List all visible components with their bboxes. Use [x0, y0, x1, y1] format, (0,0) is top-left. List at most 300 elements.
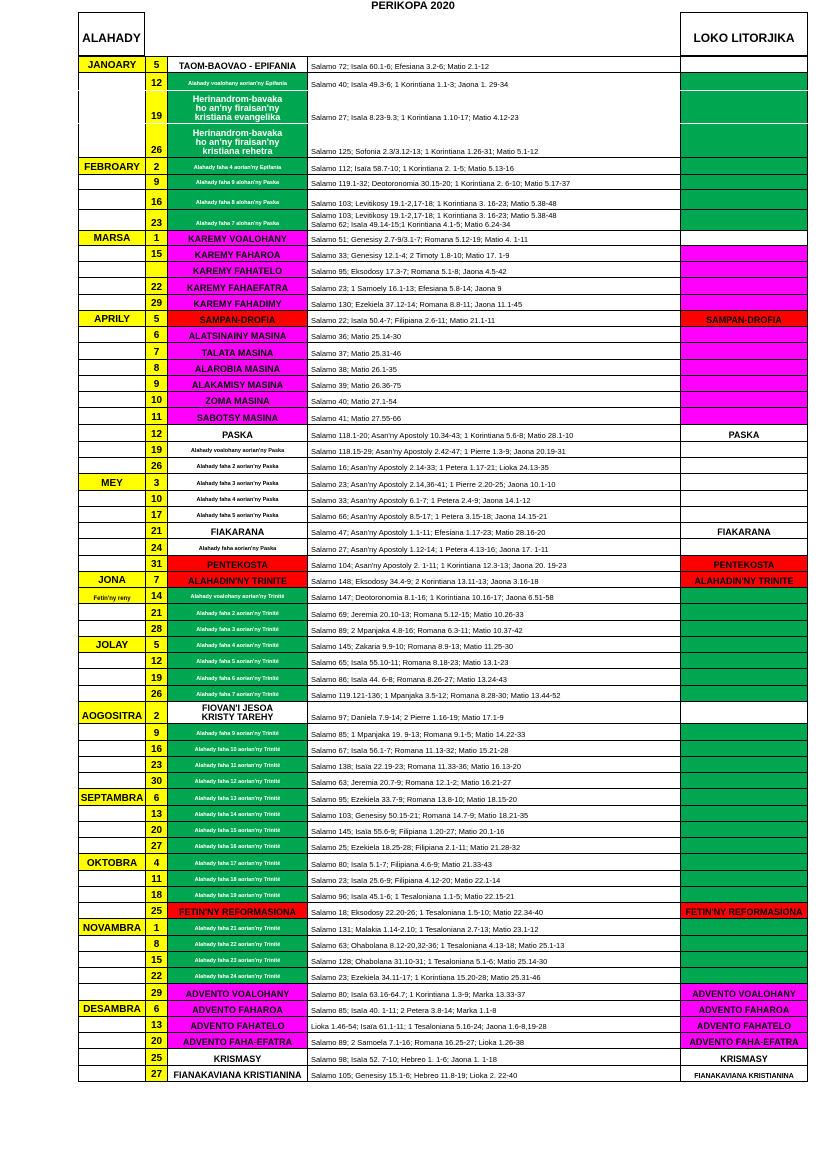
- month-cell: [78, 458, 145, 473]
- liturgical-color-cell: [680, 702, 808, 723]
- readings-cell: Salamo 98; Isaïa 52. 7-10; Hebreo 1. 1-6; Jaona 1. 1-18: [307, 1049, 680, 1064]
- day-cell: 11: [145, 408, 167, 423]
- sunday-name-cell: FETIN'NY REFORMASIONA: [167, 903, 307, 918]
- month-cell: [78, 507, 145, 522]
- day-cell: 20: [145, 822, 167, 837]
- month-cell: MEY: [78, 474, 145, 489]
- month-cell: JANOARY: [78, 57, 145, 72]
- sunday-name-cell: Alahady faha 16 aorian'ny Trinité: [167, 838, 307, 853]
- day-cell: 30: [145, 773, 167, 788]
- sunday-name-cell: Herinandrom-bavaka ho an'ny firaisan'ny kristiana rehetra: [167, 124, 307, 157]
- liturgical-color-cell: [680, 968, 808, 983]
- readings-cell: Salamo 38; Matio 26.1-35: [307, 360, 680, 375]
- table-row: [78, 230, 808, 245]
- month-cell: [78, 491, 145, 506]
- readings-cell: Salamo 33; Genesisy 12.1-4; 2 Timoty 1.8-10; Matio 17. 1-9: [307, 246, 680, 261]
- table-row: [78, 951, 808, 967]
- day-cell: 14: [145, 588, 167, 603]
- sunday-name-cell: Alahady faha 3 aorian'ny Paska: [167, 474, 307, 489]
- readings-cell: Salamo 37; Matio 25.31-46: [307, 343, 680, 358]
- month-cell: [78, 73, 145, 89]
- liturgical-color-cell: [680, 376, 808, 391]
- month-cell: OKTOBRA: [78, 854, 145, 869]
- liturgical-color-cell: [680, 936, 808, 951]
- month-cell: [78, 773, 145, 788]
- perikopa-table: [78, 56, 808, 1081]
- sunday-name-cell: Alahady faha 8 alohan'ny Paska: [167, 190, 307, 209]
- month-cell: AOGOSITRA: [78, 702, 145, 723]
- liturgical-color-cell: [680, 757, 808, 772]
- sunday-name-cell: ALATSINAINY MASINA: [167, 327, 307, 342]
- readings-cell: Salamo 105; Genesisy 15.1-6; Hebreo 11.8-19; Lioka 2. 22-40: [307, 1066, 680, 1081]
- month-cell: [78, 984, 145, 999]
- page-title: PERIKOPA 2020: [371, 0, 455, 12]
- liturgical-color-cell: [680, 588, 808, 603]
- sunday-name-cell: ALAKAMISY MASINA: [167, 376, 307, 391]
- sunday-name-cell: Alahady faha 10 aorian'ny Trinité: [167, 741, 307, 756]
- day-cell: 12: [145, 425, 167, 441]
- readings-cell: Salamo 119.1-32; Deotoronomia 30.15-20; 1 Korintiana 2. 6-10; Matio 5.17-37: [307, 175, 680, 189]
- day-cell: 25: [145, 903, 167, 918]
- day-cell: 22: [145, 968, 167, 983]
- readings-cell: Salamo 130; Ezekiela 37.12-14; Romana 8.8-11; Jaona 11.1-45: [307, 295, 680, 310]
- readings-cell: Salamo 103; Levitikosy 19.1-2,17-18; 1 Korintiana 3. 16-23; Matio 5.38-48 Salamo 62; Isaïa 49.14-15;1 Korintiana 4.1-5; Matio 6.24-34: [307, 210, 680, 229]
- liturgical-color-cell: [680, 124, 808, 157]
- liturgical-color-cell: [680, 806, 808, 821]
- liturgical-color-cell: [680, 854, 808, 869]
- day-cell: 1: [145, 919, 167, 934]
- month-cell: [78, 425, 145, 441]
- day-cell: 26: [145, 124, 167, 157]
- readings-cell: Salamo 118.15-29; Asan'ny Apostoly 2.42-47; 1 Pierre 1.3-9; Jaona 20.19-31: [307, 442, 680, 457]
- readings-cell: Salamo 22; Isaïa 50.4-7; Filipiana 2.6-11; Matio 21.1-11: [307, 311, 680, 326]
- sunday-name-cell: Alahady faha 18 aorian'ny Trinité: [167, 871, 307, 886]
- month-cell: [78, 686, 145, 701]
- readings-cell: Salamo 138; Isaïa 22.19-23; Romana 11.33-36; Matio 16.13-20: [307, 757, 680, 772]
- table-row: [78, 1048, 808, 1064]
- liturgical-color-cell: [680, 838, 808, 853]
- table-row: [78, 441, 808, 457]
- sunday-name-cell: SABOTSY MASINA: [167, 408, 307, 423]
- readings-cell: Salamo 47; Asan'ny Apostoly 1.1-11; Efesiana 1.17-23; Matio 28.16-20: [307, 523, 680, 538]
- sunday-name-cell: FIAKARANA: [167, 523, 307, 538]
- month-cell: [78, 376, 145, 391]
- readings-cell: Salamo 33; Asan'ny Apostoly 6.1-7; 1 Petera 2.4-9; Jaona 14.1-12: [307, 491, 680, 506]
- sunday-name-cell: TAOM-BAOVAO - EPIFANIA: [167, 57, 307, 72]
- liturgical-color-cell: [680, 724, 808, 739]
- liturgical-color-cell: FIAKARANA: [680, 523, 808, 538]
- sunday-name-cell: FIOVAN'I JESOA KRISTY TAREHY: [167, 702, 307, 723]
- liturgical-color-cell: [680, 231, 808, 245]
- readings-cell: Salamo 131; Malakia 1.14-2.10; 1 Tesaloniana 2.7-13; Matio 23.1-12: [307, 919, 680, 934]
- readings-cell: Salamo 103; Levitikosy 19.1-2,17-18; 1 Korintiana 3. 16-23; Matio 5.38-48: [307, 190, 680, 209]
- month-cell: JONA: [78, 572, 145, 587]
- sunday-name-cell: Alahady faha 2 aorian'ny Trinité: [167, 604, 307, 619]
- table-row: [78, 326, 808, 342]
- readings-cell: Salamo 145; Isaïa 55.6-9; Filipiana 1.20-27; Matio 20.1-16: [307, 822, 680, 837]
- day-cell: 29: [145, 295, 167, 310]
- liturgical-color-cell: PENTEKOSTA: [680, 556, 808, 571]
- table-row: [78, 391, 808, 407]
- day-cell: 7: [145, 572, 167, 587]
- readings-cell: Salamo 40; Isaïa 49.3-6; 1 Korintiana 1.1-3; Jaona 1. 29-34: [307, 73, 680, 89]
- readings-cell: Salamo 23; Isaïa 25.6-9; Filipiana 4.12-20; Matio 22.1-14: [307, 871, 680, 886]
- liturgical-color-cell: [680, 539, 808, 554]
- table-row: [78, 620, 808, 636]
- day-cell: 8: [145, 936, 167, 951]
- liturgical-color-cell: [680, 653, 808, 668]
- liturgical-color-cell: [680, 491, 808, 506]
- readings-cell: Salamo 97; Daniela 7.9-14; 2 Pierre 1.16-19; Matio 17.1-9: [307, 702, 680, 723]
- sunday-name-cell: ADVENTO VOALOHANY: [167, 984, 307, 999]
- table-row: [78, 1065, 808, 1081]
- table-row: [78, 174, 808, 189]
- day-cell: 6: [145, 789, 167, 804]
- day-cell: 2: [145, 158, 167, 174]
- sunday-name-cell: TALATA MASINA: [167, 343, 307, 358]
- month-cell: JOLAY: [78, 637, 145, 652]
- month-cell: [78, 295, 145, 310]
- day-cell: 24: [145, 539, 167, 554]
- month-cell: FEBROARY: [78, 158, 145, 174]
- table-row: [78, 668, 808, 684]
- readings-cell: Salamo 39; Matio 26.36-75: [307, 376, 680, 391]
- readings-cell: Salamo 23; 1 Samoely 16.1-13; Efesiana 5.8-14; Jaona 9: [307, 278, 680, 293]
- readings-cell: Salamo 80; Isaïa 5.1-7; Filipiana 4.6-9; Matio 21.33-43: [307, 854, 680, 869]
- sunday-name-cell: Alahady faha 9 aorian'ny Trinité: [167, 724, 307, 739]
- liturgical-color-cell: [680, 919, 808, 934]
- day-cell: 6: [145, 1001, 167, 1016]
- table-row: [78, 375, 808, 391]
- day-cell: 12: [145, 73, 167, 89]
- liturgical-color-cell: [680, 621, 808, 636]
- day-cell: 10: [145, 392, 167, 407]
- table-row: [78, 56, 808, 72]
- day-cell: 12: [145, 653, 167, 668]
- month-cell: [78, 822, 145, 837]
- month-cell: MARSA: [78, 231, 145, 245]
- liturgical-color-cell: [680, 637, 808, 652]
- sunday-name-cell: KAREMY FAHADIMY: [167, 295, 307, 310]
- table-row: [78, 652, 808, 668]
- liturgical-color-cell: [680, 73, 808, 89]
- day-cell: 11: [145, 871, 167, 886]
- month-cell: [78, 210, 145, 229]
- month-cell: [78, 246, 145, 261]
- month-cell: [78, 653, 145, 668]
- sunday-name-cell: Alahady faha 22 aorian'ny Trinité: [167, 936, 307, 951]
- month-cell: APRILY: [78, 311, 145, 326]
- table-row: [78, 983, 808, 999]
- liturgical-color-cell: [680, 360, 808, 375]
- month-cell: NOVAMBRA: [78, 919, 145, 934]
- table-row: [78, 740, 808, 756]
- day-cell: 13: [145, 1017, 167, 1032]
- sunday-name-cell: Alahady faha 13 aorian'ny Trinité: [167, 789, 307, 804]
- readings-cell: Salamo 86; Isaïa 44. 6-8; Romana 8.26-27; Matio 13.24-43: [307, 669, 680, 684]
- sunday-name-cell: KAREMY FAHAEFATRA: [167, 278, 307, 293]
- liturgical-color-cell: [680, 246, 808, 261]
- month-cell: [78, 408, 145, 423]
- table-row: [78, 473, 808, 489]
- table-row: [78, 571, 808, 587]
- day-cell: 17: [145, 507, 167, 522]
- day-cell: 21: [145, 604, 167, 619]
- sunday-name-cell: Alahady faha 3 aorian'ny Trinité: [167, 621, 307, 636]
- readings-cell: Salamo 18; Eksodosy 22.20-26; 1 Tesaloniana 1.5-10; Matio 22.34-40: [307, 903, 680, 918]
- table-row: [78, 424, 808, 441]
- table-row: [78, 853, 808, 869]
- readings-cell: Salamo 85; Isaïa 40. 1-11; 2 Petera 3.8-14; Marka 1.1-8: [307, 1001, 680, 1016]
- sunday-name-cell: KAREMY FAHAROA: [167, 246, 307, 261]
- table-row: [78, 157, 808, 174]
- sunday-name-cell: Alahady faha 7 aorian'ny Trinité: [167, 686, 307, 701]
- month-cell: [78, 968, 145, 983]
- liturgical-color-cell: [680, 871, 808, 886]
- readings-cell: Salamo 95; Eksodosy 17.3-7; Romana 5.1-8; Jaona 4.5-42: [307, 262, 680, 277]
- month-cell: [78, 741, 145, 756]
- sunday-name-cell: Alahady faha 4 aorian'ny Paska: [167, 491, 307, 506]
- day-cell: 19: [145, 669, 167, 684]
- day-cell: 5: [145, 57, 167, 72]
- liturgical-color-cell: [680, 887, 808, 902]
- table-row: [78, 1032, 808, 1048]
- month-cell: [78, 1049, 145, 1064]
- sunday-name-cell: ADVENTO FAHA-EFATRA: [167, 1033, 307, 1048]
- sunday-name-cell: Alahady faha 5 aorian'ny Paska: [167, 507, 307, 522]
- liturgical-color-cell: ALAHADIN'NY TRINITE: [680, 572, 808, 587]
- table-row: [78, 587, 808, 603]
- sunday-name-cell: ADVENTO FAHATELO: [167, 1017, 307, 1032]
- readings-cell: Salamo 63; Jeremia 20.7-9; Romana 12.1-2; Matio 16.21-27: [307, 773, 680, 788]
- month-cell: [78, 278, 145, 293]
- readings-cell: Salamo 69; Jeremia 20.10-13; Romana 5.12-15; Matio 10.26-33: [307, 604, 680, 619]
- day-cell: [145, 262, 167, 277]
- month-cell: [78, 871, 145, 886]
- liturgical-color-cell: FETIN'NY REFORMASIONA: [680, 903, 808, 918]
- sunday-name-cell: Alahady voalohany aorian'ny Trinité: [167, 588, 307, 603]
- month-cell: [78, 556, 145, 571]
- liturgical-color-cell: [680, 773, 808, 788]
- table-row: [78, 189, 808, 209]
- readings-cell: Salamo 147; Deotoronomia 8.1-16; 1 Korintiana 10.16-17; Jaona 6.51-58: [307, 588, 680, 603]
- readings-cell: Salamo 145; Zakaria 9.9-10; Romana 8.9-13; Matio 11.25-30: [307, 637, 680, 652]
- liturgical-color-cell: [680, 669, 808, 684]
- liturgical-color-cell: [680, 343, 808, 358]
- readings-cell: Salamo 23; Asan'ny Apostoly 2.14,36-41; 1 Pierre 2.20-25; Jaona 10.1-10: [307, 474, 680, 489]
- liturgical-color-cell: [680, 262, 808, 277]
- day-cell: 6: [145, 327, 167, 342]
- table-bottom-border: [78, 1081, 808, 1082]
- readings-cell: Salamo 89; 2 Samoela 7.1-16; Romana 16.25-27; Lioka 1.26-38: [307, 1033, 680, 1048]
- sunday-name-cell: Alahady faha 7 alohan'ny Paska: [167, 210, 307, 229]
- month-cell: [78, 175, 145, 189]
- month-cell: [78, 190, 145, 209]
- liturgical-color-cell: [680, 327, 808, 342]
- sunday-name-cell: Alahady faha 14 aorian'ny Trinité: [167, 806, 307, 821]
- table-row: [78, 837, 808, 853]
- table-row: [78, 407, 808, 423]
- table-row: [78, 490, 808, 506]
- sunday-name-cell: Alahady faha 19 aorian'ny Trinité: [167, 887, 307, 902]
- liturgical-color-cell: [680, 295, 808, 310]
- table-row: [78, 555, 808, 571]
- month-cell: [78, 1033, 145, 1048]
- sunday-name-cell: Alahady voalohany aorian'ny Paska: [167, 442, 307, 457]
- sunday-name-cell: KAREMY VOALOHANY: [167, 231, 307, 245]
- liturgical-color-cell: [680, 686, 808, 701]
- month-cell: [78, 1066, 145, 1081]
- month-cell: [78, 669, 145, 684]
- month-cell: [78, 442, 145, 457]
- sunday-name-cell: ALAHADIN'NY TRINITE: [167, 572, 307, 587]
- table-row: [78, 935, 808, 951]
- month-cell: [78, 124, 145, 157]
- header-alahady: ALAHADY: [78, 12, 145, 56]
- sunday-name-cell: ALAROBIA MASINA: [167, 360, 307, 375]
- table-row: [78, 701, 808, 723]
- day-cell: 31: [145, 556, 167, 571]
- day-cell: 20: [145, 1033, 167, 1048]
- table-row: [78, 359, 808, 375]
- liturgical-color-cell: [680, 91, 808, 124]
- liturgical-color-cell: [680, 278, 808, 293]
- table-row: [78, 805, 808, 821]
- sunday-name-cell: Alahady faha 23 aorian'ny Trinité: [167, 952, 307, 967]
- liturgical-color-cell: PASKA: [680, 425, 808, 441]
- readings-cell: Salamo 67; Isaïa 56.1-7; Romana 11.13-32; Matio 15.21-28: [307, 741, 680, 756]
- day-cell: 19: [145, 442, 167, 457]
- sunday-name-cell: ZOMA MASINA: [167, 392, 307, 407]
- readings-cell: Salamo 112; Isaïa 58.7-10; 1 Korintiana 2. 1-5; Matio 5.13-16: [307, 158, 680, 174]
- readings-cell: Salamo 63; Ohabolana 8.12-20,32-36; 1 Tesaloniana 4.13-18; Matio 25.1-13: [307, 936, 680, 951]
- liturgical-color-cell: [680, 392, 808, 407]
- day-cell: 23: [145, 757, 167, 772]
- table-row: [78, 342, 808, 358]
- table-row: [78, 261, 808, 277]
- month-cell: [78, 1017, 145, 1032]
- liturgical-color-cell: [680, 604, 808, 619]
- month-cell: [78, 903, 145, 918]
- month-cell: [78, 887, 145, 902]
- readings-cell: Salamo 51; Genesisy 2.7-9/3.1-7; Romana 5.12-19; Matio 4. 1-11: [307, 231, 680, 245]
- table-row: [78, 72, 808, 89]
- liturgical-color-cell: [680, 57, 808, 72]
- day-cell: 1: [145, 231, 167, 245]
- liturgical-color-cell: [680, 789, 808, 804]
- table-row: [78, 1016, 808, 1032]
- month-cell: [78, 360, 145, 375]
- table-row: [78, 636, 808, 652]
- readings-cell: Salamo 85; 1 Mpanjaka 19. 9-13; Romana 9.1-5; Matio 14.22-33: [307, 724, 680, 739]
- day-cell: 13: [145, 806, 167, 821]
- liturgical-color-cell: [680, 442, 808, 457]
- readings-cell: Salamo 148; Eksodosy 34.4-9; 2 Korintiana 13.11-13; Jaona 3.16-18: [307, 572, 680, 587]
- table-row: [78, 821, 808, 837]
- day-cell: 18: [145, 887, 167, 902]
- liturgical-color-cell: SAMPAN-DROFIA: [680, 311, 808, 326]
- liturgical-color-cell: [680, 190, 808, 209]
- day-cell: 26: [145, 458, 167, 473]
- month-cell: [78, 621, 145, 636]
- table-row: [78, 245, 808, 261]
- table-header: [78, 12, 808, 56]
- day-cell: 3: [145, 474, 167, 489]
- day-cell: 16: [145, 741, 167, 756]
- day-cell: 7: [145, 343, 167, 358]
- month-cell: [78, 262, 145, 277]
- sunday-name-cell: Alahady faha 21 aorian'ny Trinité: [167, 919, 307, 934]
- liturgical-color-cell: [680, 822, 808, 837]
- month-cell: [78, 392, 145, 407]
- readings-cell: Salamo 23; Ezekiela 34.11-17; 1 Korintiana 15.20-28; Matio 25.31-46: [307, 968, 680, 983]
- readings-cell: Salamo 95; Ezekiela 33.7-9; Romana 13.8-10; Matio 18.15-20: [307, 789, 680, 804]
- sunday-name-cell: Alahady faha 12 aorian'ny Trinité: [167, 773, 307, 788]
- day-cell: 29: [145, 984, 167, 999]
- table-row: [78, 772, 808, 788]
- sunday-name-cell: FIANAKAVIANA KRISTIANINA: [167, 1066, 307, 1081]
- sunday-name-cell: ADVENTO FAHAROA: [167, 1001, 307, 1016]
- sunday-name-cell: Alahady faha 6 aorian'ny Trinité: [167, 669, 307, 684]
- sunday-name-cell: Alahady faha aorian'ny Paska: [167, 539, 307, 554]
- readings-cell: Salamo 103; Genesisy 50.15-21; Romana 14.7-9; Matio 18.21-35: [307, 806, 680, 821]
- liturgical-color-cell: [680, 741, 808, 756]
- month-cell: [78, 757, 145, 772]
- month-cell: DESAMBRA: [78, 1001, 145, 1016]
- readings-cell: Lioka 1.46-54; Isaïa 61.1-11; 1 Tesaloniana 5.16-24; Jaona 1.6-8,19-28: [307, 1017, 680, 1032]
- readings-cell: Salamo 128; Ohabolana 31.10-31; 1 Tesaloniana 5.1-6; Matio 25.14-30: [307, 952, 680, 967]
- sunday-name-cell: KRISMASY: [167, 1049, 307, 1064]
- table-row: [78, 603, 808, 619]
- sunday-name-cell: Alahady faha 5 aorian'ny Trinité: [167, 653, 307, 668]
- sunday-name-cell: Alahady faha 24 aorian'ny Trinité: [167, 968, 307, 983]
- day-cell: 26: [145, 686, 167, 701]
- month-cell: [78, 91, 145, 124]
- month-cell: SEPTAMBRA: [78, 789, 145, 804]
- sunday-name-cell: PENTEKOSTA: [167, 556, 307, 571]
- day-cell: 10: [145, 491, 167, 506]
- liturgical-color-cell: [680, 458, 808, 473]
- month-cell: [78, 952, 145, 967]
- table-row: [78, 506, 808, 522]
- readings-cell: Salamo 41; Matio 27.55-66: [307, 408, 680, 423]
- header-loko-litorjika: LOKO LITORJIKA: [680, 12, 808, 56]
- sunday-name-cell: Alahady faha 17 aorian'ny Trinité: [167, 854, 307, 869]
- table-row: [78, 918, 808, 934]
- day-cell: 27: [145, 838, 167, 853]
- readings-cell: Salamo 27; Isaïa 8.23-9.3; 1 Korintiana 1.10-17; Matio 4.12-23: [307, 91, 680, 124]
- day-cell: 27: [145, 1066, 167, 1081]
- table-row: [78, 886, 808, 902]
- table-row: [78, 209, 808, 229]
- day-cell: 9: [145, 724, 167, 739]
- month-cell: [78, 838, 145, 853]
- readings-cell: Salamo 96; Isaïa 45.1-6; 1 Tesaloniana 1.1-5; Matio 22.15-21: [307, 887, 680, 902]
- liturgical-color-cell: ADVENTO FAHA-EFATRA: [680, 1033, 808, 1048]
- month-cell: [78, 343, 145, 358]
- liturgical-color-cell: ADVENTO VOALOHANY: [680, 984, 808, 999]
- day-cell: 8: [145, 360, 167, 375]
- table-row: [78, 310, 808, 326]
- table-row: [78, 294, 808, 310]
- readings-cell: Salamo 118.1-20; Asan'ny Apostoly 10.34-43; 1 Korintiana 5.6-8; Matio 28.1-10: [307, 425, 680, 441]
- sunday-name-cell: Alahady faha 2 aorian'ny Paska: [167, 458, 307, 473]
- readings-cell: Salamo 25; Ezekiela 18.25-28; Filipiana 2.1-11; Matio 21.28-32: [307, 838, 680, 853]
- table-row: [78, 123, 808, 157]
- table-row: [78, 723, 808, 739]
- month-cell: Fetin'ny reny: [78, 588, 145, 603]
- readings-cell: Salamo 89; 2 Mpanjaka 4.8-16; Romana 6.3-11; Matio 10.37-42: [307, 621, 680, 636]
